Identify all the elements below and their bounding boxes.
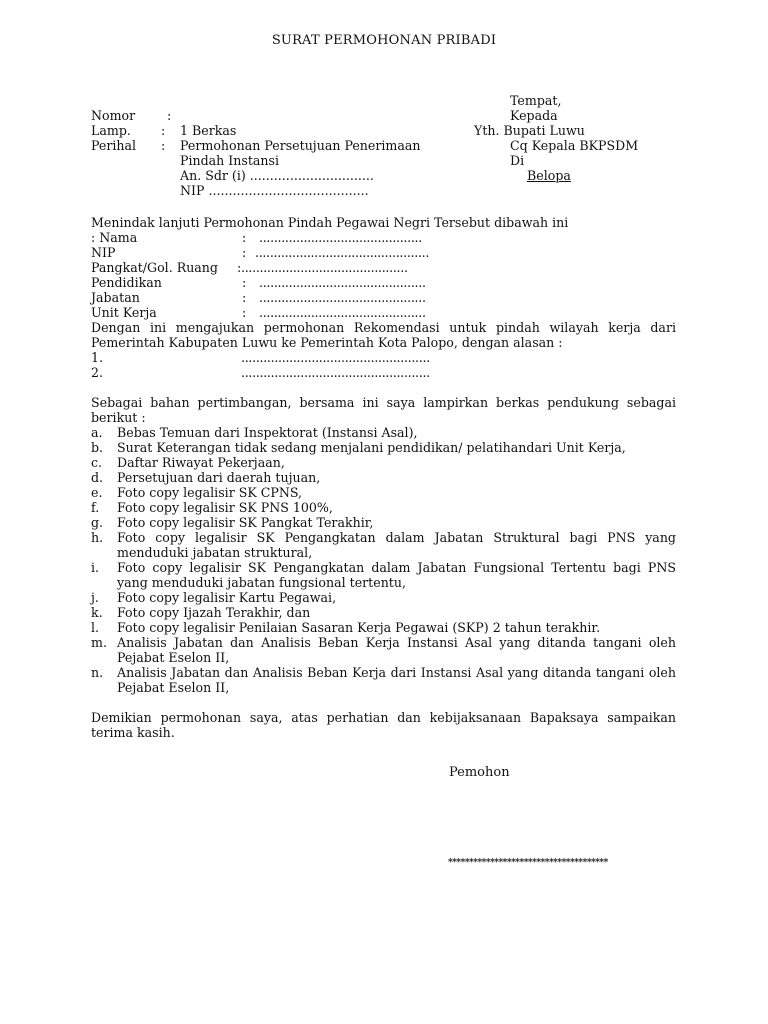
reason-row	[91, 350, 676, 365]
reason-number: 2.	[91, 365, 104, 380]
list-item	[91, 470, 676, 485]
recipient-kepada: Kepada	[510, 108, 558, 123]
attachment-intro: Sebagai bahan pertimbangan, bersama ini saya lampirkan berkas pendukung sebagai berikut :	[91, 395, 676, 425]
list-marker: e.	[91, 485, 103, 500]
field-label: Jabatan	[91, 290, 140, 305]
signature-line: **************************************	[448, 858, 608, 868]
list-item	[91, 440, 676, 455]
intro-text: Menindak lanjuti Permohonan Pindah Pegawai Negri Tersebut dibawah ini	[91, 215, 569, 230]
list-item	[91, 620, 676, 635]
field-label: NIP	[91, 245, 116, 260]
field-row	[91, 260, 676, 275]
list-marker: c.	[91, 455, 103, 470]
recipient-di: Di	[510, 153, 525, 168]
list-item	[91, 485, 676, 500]
signature-label: Pemohon	[449, 765, 510, 780]
list-marker: n.	[91, 665, 104, 680]
place-date: Tempat,	[510, 93, 562, 108]
field-dots: .............................................	[259, 275, 426, 290]
list-text: Foto copy legalisir Penilaian Sasaran Kerja Pegawai (SKP) 2 tahun terakhir.	[117, 620, 601, 635]
list-marker: h.	[91, 530, 104, 545]
applicant-fields	[91, 230, 676, 320]
field-colon: :	[237, 260, 242, 275]
field-row	[91, 275, 676, 290]
attachment-list	[91, 425, 676, 695]
field-colon: :	[242, 230, 247, 245]
list-item	[91, 560, 676, 590]
header-colon: :	[167, 108, 172, 123]
list-marker: b.	[91, 440, 104, 455]
recipient-place: Belopa	[527, 168, 571, 183]
list-text: Foto copy legalisir SK Pengangkatan dalam Jabatan Struktural bagi PNS yang menduduki jabatan struktural,	[117, 530, 676, 560]
header-value: NIP ........................................	[180, 183, 369, 198]
field-dots: ............................................	[259, 230, 422, 245]
header-value: 1 Berkas	[180, 123, 237, 138]
list-marker: k.	[91, 605, 103, 620]
list-text: Analisis Jabatan dan Analisis Beban Kerja Instansi Asal yang ditanda tangani oleh Pejabat Eselon II,	[117, 635, 676, 665]
field-dots: .............................................	[259, 290, 426, 305]
closing-paragraph: Demikian permohonan saya, atas perhatian dan kebijaksanaan Bapaksaya sampaikan terima kasih.	[91, 710, 676, 740]
list-item	[91, 455, 676, 470]
list-text: Daftar Riwayat Pekerjaan,	[117, 455, 285, 470]
list-text: Foto copy legalisir Kartu Pegawai,	[117, 590, 337, 605]
field-label: Pendidikan	[91, 275, 162, 290]
reason-list	[91, 350, 676, 380]
list-item	[91, 665, 676, 695]
list-marker: g.	[91, 515, 104, 530]
list-text: Foto copy legalisir SK Pengangkatan dalam Jabatan Fungsional Tertentu bagi PNS yang menduduki jabatan fungsional tertentu,	[117, 560, 676, 590]
list-text: Foto copy Ijazah Terakhir, dan	[117, 605, 311, 620]
list-item	[91, 500, 676, 515]
list-marker: j.	[91, 590, 99, 605]
list-marker: d.	[91, 470, 104, 485]
header-value: Permohonan Persetujuan Penerimaan	[180, 138, 421, 153]
field-colon: :	[242, 245, 247, 260]
list-item	[91, 590, 676, 605]
header-label: Lamp.	[91, 123, 131, 138]
list-text: Persetujuan dari daerah tujuan,	[117, 470, 321, 485]
header-value: An. Sdr (i) ...............................	[180, 168, 374, 183]
list-item	[91, 530, 676, 560]
list-text: Analisis Jabatan dan Analisis Beban Kerja dari Instansi Asal yang ditanda tangani oleh Pejabat Eselon II,	[117, 665, 676, 695]
recipient-yth: Yth. Bupati Luwu	[474, 123, 585, 138]
list-marker: m.	[91, 635, 107, 650]
header-label: Nomor	[91, 108, 136, 123]
field-row	[91, 245, 676, 260]
reason-dots: ...................................................	[241, 365, 430, 380]
list-marker: a.	[91, 425, 103, 440]
field-row	[91, 290, 676, 305]
recipient-cq: Cq Kepala BKPSDM	[510, 138, 639, 153]
list-text: Foto copy legalisir SK Pangkat Terakhir,	[117, 515, 374, 530]
field-label: Unit Kerja	[91, 305, 157, 320]
reason-row	[91, 365, 676, 380]
reason-dots: ...................................................	[241, 350, 430, 365]
field-label: Pangkat/Gol. Ruang	[91, 260, 218, 275]
header-label: Perihal	[91, 138, 137, 153]
letter-body	[91, 215, 676, 740]
letter-title: SURAT PERMOHONAN PRIBADI	[271, 33, 497, 48]
list-marker: l.	[91, 620, 100, 635]
field-row	[91, 305, 676, 320]
list-text: Foto copy legalisir SK CPNS,	[117, 485, 303, 500]
reason-number: 1.	[91, 350, 104, 365]
field-row	[91, 230, 676, 245]
request-paragraph: Dengan ini mengajukan permohonan Rekomendasi untuk pindah wilayah kerja dari Pemerintah Kabupaten Luwu ke Pemerintah Kota Palopo, dengan alasan :	[91, 320, 676, 350]
list-text: Bebas Temuan dari Inspektorat (Instansi Asal),	[117, 425, 418, 440]
list-marker: f.	[91, 500, 100, 515]
field-dots: .............................................	[241, 260, 408, 275]
field-colon: :	[242, 290, 247, 305]
field-dots: ...............................................	[255, 245, 430, 260]
header-value: Pindah Instansi	[180, 153, 280, 168]
list-marker: i.	[91, 560, 100, 575]
list-item	[91, 425, 676, 440]
list-text: Surat Keterangan tidak sedang menjalani pendidikan/ pelatihandari Unit Kerja,	[117, 440, 626, 455]
header-colon: :	[161, 123, 166, 138]
field-dots: .............................................	[259, 305, 426, 320]
list-item	[91, 515, 676, 530]
list-text: Foto copy legalisir SK PNS 100%,	[117, 500, 333, 515]
field-label: : Nama	[91, 230, 138, 245]
field-colon: :	[242, 305, 247, 320]
field-colon: :	[242, 275, 247, 290]
header-colon: :	[161, 138, 166, 153]
list-item	[91, 605, 676, 620]
list-item	[91, 635, 676, 665]
